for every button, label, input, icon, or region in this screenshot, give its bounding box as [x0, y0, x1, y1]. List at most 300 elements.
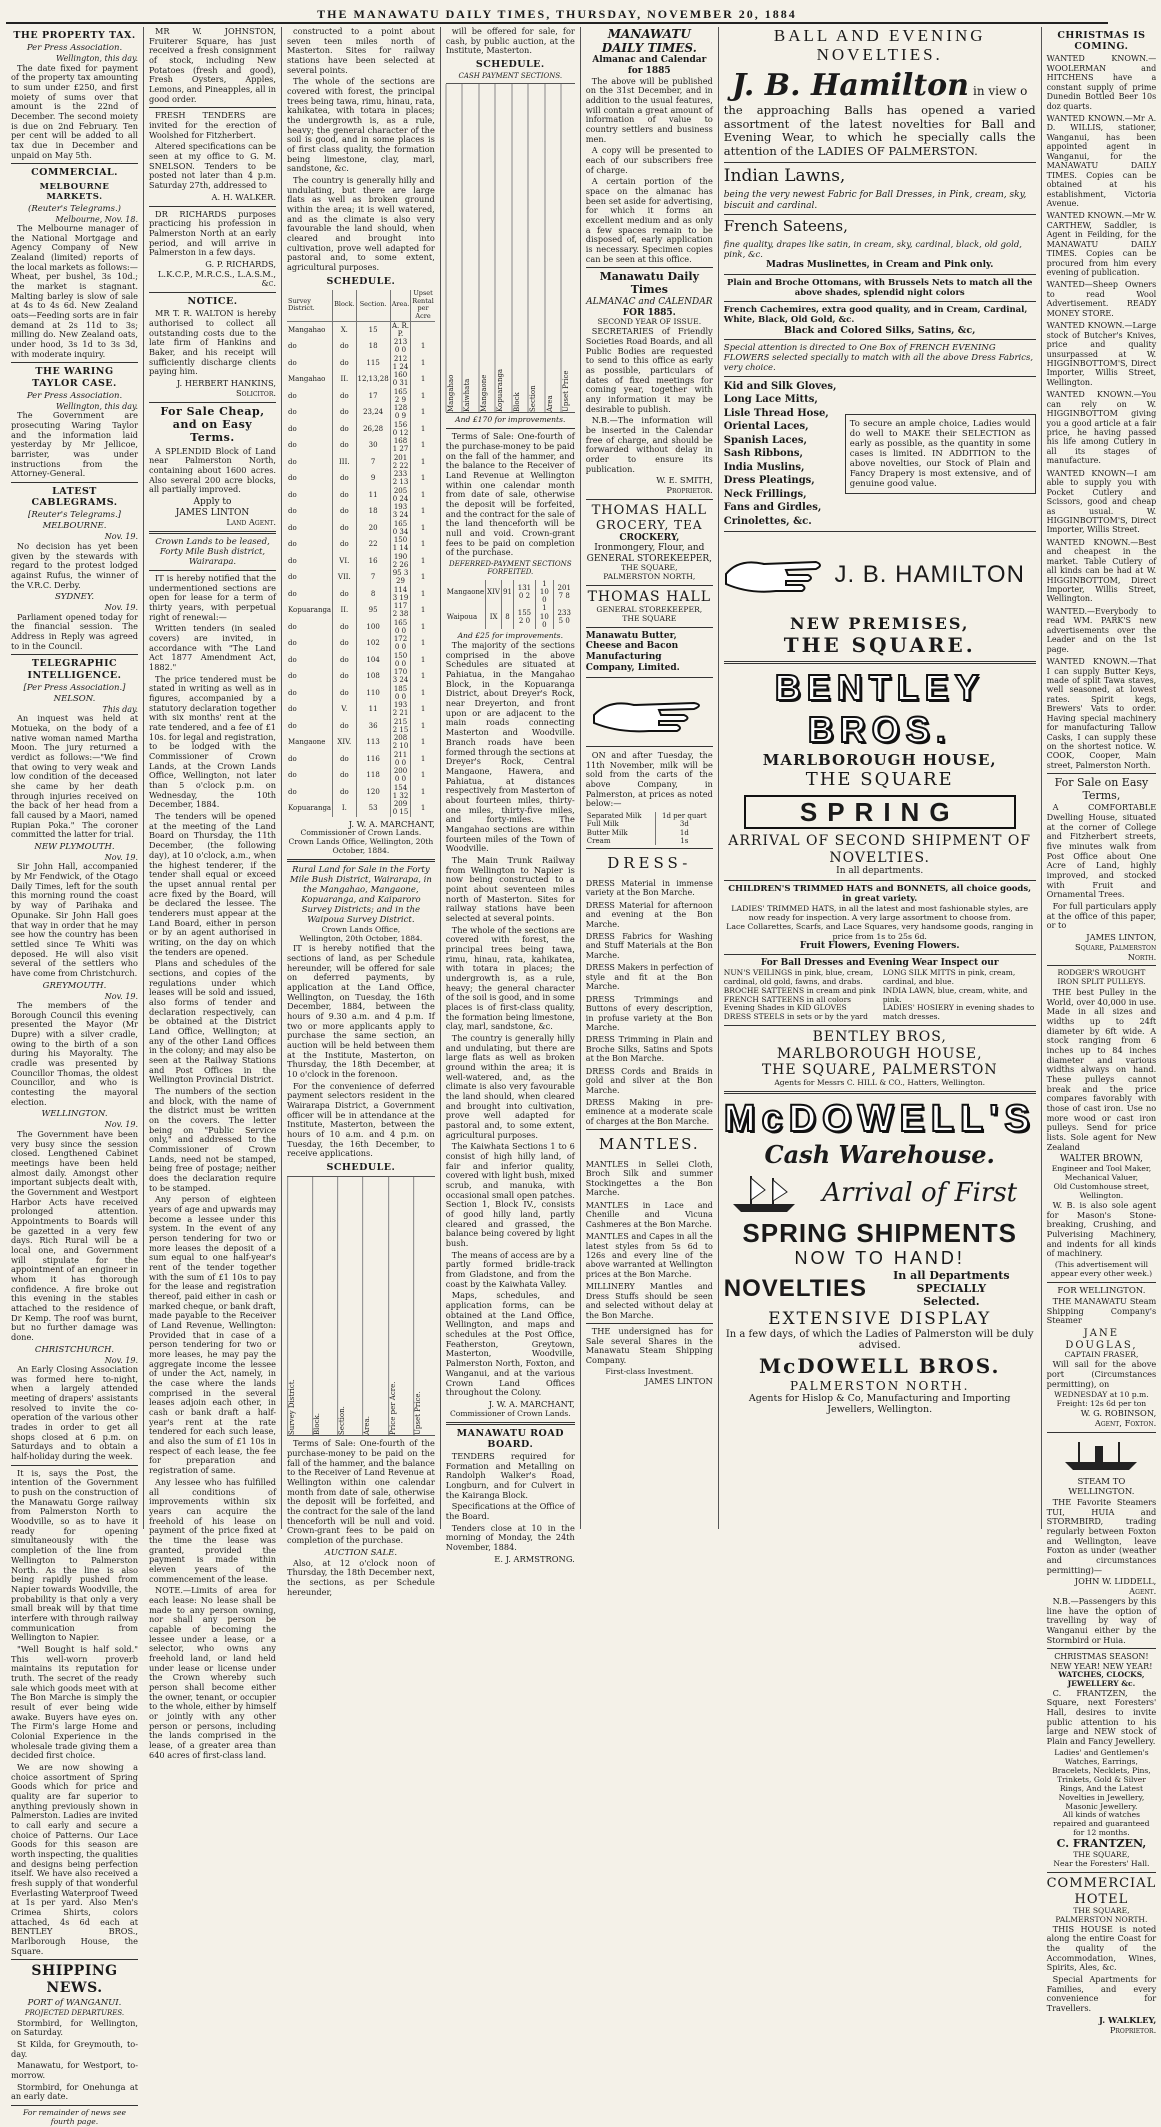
- table-cell: do: [333, 619, 356, 636]
- dress-item: DRESS Making in pre-eminence at a moderate scale of charges at the Bon Marche.: [585, 1098, 713, 1126]
- divider: [1047, 1648, 1157, 1649]
- column-1: [6, 27, 144, 2126]
- items-list: [724, 380, 839, 529]
- signature: W. G. ROBINSON,: [1080, 1408, 1157, 1419]
- wanted-item: WANTED KNOWN.—Mr W. CARTHEW, Saddler, is Agent in Feilding, for the MANAWATU DAILY TIMES. Copies can be procured from him every evening of publication.: [1046, 211, 1157, 278]
- table-cell: 20: [356, 520, 390, 537]
- signature: W. E. SMITH,: [656, 475, 713, 486]
- commercial-heading: COMMERCIAL.: [31, 167, 118, 179]
- table-cell: 150 1 14: [390, 536, 411, 553]
- signature-title: Solicitor.: [236, 387, 276, 398]
- article-body: constructed to a point about seven teen miles north of Masterton. Sites for railway stations have been selected at several points.: [287, 26, 435, 75]
- list-item: LONG SILK MITTS in pink, cream, cardinal, and blue.: [882, 968, 1016, 986]
- inspect-row: [724, 969, 1036, 1022]
- jb-inview: in view o: [972, 84, 1028, 99]
- list-item: DRESS STEELS in sets or by the yard: [723, 1012, 868, 1022]
- arrival: ARRIVAL OF SECOND SHIPMENT OF NOVELTIES.: [728, 833, 1032, 866]
- pointing-hand-icon: [724, 544, 824, 608]
- ship-item: Stormbird, for Wellington, on Saturday.: [11, 2017, 138, 2038]
- sateens-block: [724, 218, 1036, 260]
- table-row: [287, 652, 435, 669]
- watches: WATCHES, CLOCKS, JEWELLERY &c.: [1058, 1670, 1145, 1688]
- table-cell: Mangaone: [446, 587, 485, 596]
- steam-body: THE MANAWATU Steam Shipping Company's Steamer: [1046, 1295, 1157, 1326]
- arrival-first: Arrival of First: [822, 1178, 1018, 1209]
- signature-sub: Agent, Foxton.: [1094, 1418, 1157, 1429]
- table-cell: 155 2 0: [513, 604, 535, 629]
- table-cell: 1: [411, 503, 435, 520]
- signature-title: Proprietor.: [666, 485, 713, 496]
- table-cell: Mangahao: [288, 325, 326, 334]
- nb-body: N.B.—Passengers by this line have the option of travelling by way of Wanganui either by the Stormbird or Huia.: [1046, 1595, 1157, 1645]
- table-row: [287, 635, 435, 652]
- right-list: [883, 969, 1036, 1022]
- milk-price-table: [586, 812, 713, 845]
- hall2-line: THE SQUARE: [622, 613, 677, 623]
- dress-item: DRESS Trimmings and Buttons of every description, in profuse variety at the Bon Marche.: [585, 994, 713, 1032]
- table-cell: do: [333, 421, 356, 438]
- other-week: (This advertisement will appear every other week.): [1050, 1259, 1153, 1278]
- article-body: The whole of the sections are covered with forest, the principal trees being tawa, rimu, hinau, rata, kahikatea, with totara in places; the undergrowth is, as a rule, heavy; the general character of the soil is good, and in some places is of first class quality, the formation being limestone, clay, marl, sandstone, &c.: [287, 76, 435, 174]
- table-cell: 116: [356, 751, 390, 768]
- table-cell: 1: [411, 404, 435, 421]
- table-cell: do: [333, 767, 356, 784]
- column-7: [1042, 27, 1161, 2035]
- table-cell: X.: [333, 321, 356, 338]
- table-cell: do: [333, 338, 356, 355]
- table-cell: 170 3 24: [390, 668, 411, 685]
- wanted-list: [1047, 54, 1157, 770]
- table-cell: 1: [411, 388, 435, 405]
- schedule-col: Mangaone: [479, 84, 493, 412]
- captain: CAPTAIN FRASER,: [1064, 1350, 1139, 1360]
- table-cell: 1 10 0: [536, 580, 554, 605]
- table-cell: 102: [356, 635, 390, 652]
- notice-body: The majority of the sections comprised in the above Schedules are situated at Pahiatua, in the Mangahao Block, in the Kopuaranga District, about Dreyer's Rock, near Dreyerton, and front upon or are adjacent to the main roads connecting Masterton and Woodville. Branch roads have been formed through the sections at Dreyer's Rock, Central Mangaone, Hawera, and Pahiatua, at distances respectively from Masterton of about fourteen miles, thirty-one miles, thirty-five miles, and forty-miles. The Mangahao sections are within fourteen miles of the Town of Woodville.: [445, 640, 575, 854]
- divider: [1047, 773, 1157, 774]
- apply-to: Apply to: [193, 496, 232, 507]
- table-cell: do: [333, 520, 356, 537]
- mcdowell-bros: McDOWELL BROS.: [758, 1354, 1001, 1379]
- table-cell: 7: [356, 569, 390, 586]
- dwelling-body: A COMFORTABLE Dwelling House, situated at the corner of College and Fitzherbert streets, five minutes walk from Post Office about One Acre of Land, highly improved, and stocked with Fruit and Ornamental Trees.: [1046, 802, 1157, 900]
- christchurch-subhead: CHRISTCHURCH.: [34, 1344, 115, 1355]
- table-row: [287, 503, 435, 520]
- article-body: An Early Closing Association was formed here to-night, when a largely attended meeting of drapers' assistants resolved to invite the co-operation of the various other trades in order to get all shops closed at 6 p.m. on Saturdays and to obtain a half-holiday during the week.: [11, 1364, 138, 1462]
- columns: [6, 26, 1157, 2126]
- signature-sub: Square, Palmerston North.: [1075, 941, 1157, 962]
- hamilton-row: [724, 535, 1036, 615]
- table-row: [586, 812, 713, 820]
- article-body: The members of the Borough Council this evening presented the Mayor (Mr Dupre) with a silver cradle, owing to the birth of a son during his Mayoralty. The cradle was presented by Councillor Thomas, the oldest Councillor, and who is contesting the mayoral election.: [11, 999, 138, 1107]
- notice-body: Terms of Sale: One-fourth of the purchase-money to be paid on the fall of the hammer, and the balance to the Receiver of Land Revenue at Wellington within one calendar month from date of sale, otherwise the deposit will be forfeited, and the contract for the sale of the land thenceforth will be null and void. Crown-grant fees to be paid on completion of the purchase.: [287, 1438, 435, 1545]
- divider: [149, 206, 276, 207]
- for-wellington: FOR WELLINGTON.: [1057, 1285, 1146, 1296]
- jb-header: [724, 68, 1036, 103]
- table-cell: 1: [411, 371, 435, 388]
- notice-body: Plans and schedules of the sections, and copies of the regulations under which leases will be sold and issued, also forms of tender and declaration respectively, can be obtained at the District Land Office, Wellington; at any of the other Land Offices in the colony; and may also be seen at the Railway Stations and Post Offices in the Wellington Provincial District.: [149, 958, 276, 1085]
- frantzen-body: C. FRANTZEN, the Square, next Foresters' Hall, desires to invite public attention to his large and NEW stock of Plain and Fancy Jewellery.: [1046, 1687, 1157, 1747]
- divider: [724, 661, 1036, 664]
- childrens-hats: CHILDREN'S TRIMMED HATS and BONNETS, all choice goods, in great variety.: [728, 884, 1032, 905]
- table-row: [287, 404, 435, 421]
- table-cell: III.: [333, 454, 356, 471]
- walkley-sub: Proprietor.: [1109, 2024, 1157, 2035]
- notice-body: Tenders close at 10 in the morning of Monday, the 24th November, 1884.: [445, 1522, 575, 1553]
- notice-body: Written tenders (in sealed covers) are invited, in accordance with "The Land Act 1877 Amendment Act, 1882.": [149, 623, 276, 673]
- reuters-telegrams: [Reuter's Telegrams.]: [28, 510, 121, 521]
- wanted-item: WANTED KNOWN.—Mr A. D. WILLIS, stationer, Wanganui, has been appointed agent in Wanganui, for the MANAWATU DAILY TIMES. Copies can be obtained at his establishment, Victoria Avenue.: [1046, 114, 1157, 208]
- cash-warehouse: Cash Warehouse.: [764, 1140, 995, 1170]
- signature: J. W. A. MARCHANT,: [348, 818, 435, 829]
- table-cell: do: [288, 787, 297, 796]
- table-cell: 115: [356, 355, 390, 372]
- table-row: [287, 602, 435, 619]
- table-cell: 168 1 27: [390, 437, 411, 454]
- schedule-heading: SCHEDULE.: [326, 1162, 396, 1174]
- notice-body: The numbers of the section and block, with the name of the district must be written on the covers. The letter being on "Public Service only," and addressed to the Commissioner of Crown Lands, need not be stamped, being free of postage; neither does the declaration require to be stamped.: [149, 1085, 276, 1193]
- novelties-right: [867, 1270, 1036, 1309]
- notice-body: Also, at 12 o'clock noon of Thursday, the 18th December next, the sections, as per Schedule hereunder,: [287, 1557, 435, 1597]
- cachemires: French Cachemires, extra good quality, and in Cream, Cardinal, White, Black, Old Gold, &c.: [723, 304, 1028, 325]
- table-row: [287, 586, 435, 603]
- table-row: [287, 520, 435, 537]
- table-cell: 8: [356, 586, 390, 603]
- table-cell: 113: [356, 734, 390, 751]
- table-cell: do: [333, 503, 356, 520]
- divider: [724, 376, 1036, 377]
- melbourne-subhead: MELBOURNE.: [42, 521, 107, 532]
- wanted-item: WANTED KNOWN.—Best and cheapest in the market. Table Cutlery of all kinds can be had at W. HIGGINBOTTOM, Direct Importer, Willis Street, Wellington.: [1046, 537, 1157, 604]
- table-cell: 7: [356, 454, 390, 471]
- dress-item: DRESS Cords and Braids in gold and silver at the Bon Marche.: [585, 1066, 713, 1095]
- table-cell: do: [333, 487, 356, 504]
- list-item: NUN'S VEILINGS in pink, blue, cream, cardinal, old gold, fawns, and drabs.: [723, 968, 874, 986]
- shares-sub: First-class Investment.: [605, 1366, 694, 1376]
- list-item: Dress Pleatings,: [723, 475, 815, 487]
- table-cell: 1: [411, 569, 435, 586]
- table-cell: Kopuaranga: [288, 804, 332, 813]
- secure-text: To secure an ample choice, Ladies would do well to MAKE their SELECTION as early as possible, as the quantity in some cases is limited. IN ADDITION to the above novelties, our Stock of Plain and Fancy Drapery is most extensive, and of genuine good value.: [849, 419, 1031, 490]
- list-item: BROCHE SATTEENS in cream and pink: [723, 985, 876, 995]
- vertical-schedule: [446, 83, 575, 413]
- vertical-schedule: [287, 1176, 435, 1436]
- table-cell: do: [333, 586, 356, 603]
- table-header: Upset Rental per Acre: [412, 289, 434, 320]
- cash-payment-heading: CASH PAYMENT SECTIONS.: [458, 72, 563, 81]
- table-cell: 118: [356, 767, 390, 784]
- divider: [1047, 1872, 1157, 1873]
- shipping-news-heading: SHIPPING NEWS.: [31, 1963, 118, 1996]
- table-row: [287, 388, 435, 405]
- novelties: NOVELTIES: [723, 1274, 868, 1302]
- table-cell: 1: [411, 718, 435, 735]
- table-row: [287, 355, 435, 372]
- table-cell: II.: [333, 602, 356, 619]
- table-cell: 1: [411, 784, 435, 801]
- divider: [11, 2105, 138, 2106]
- dress-item: DRESS Material in immense variety at the Bon Marche.: [585, 878, 713, 898]
- table-cell: 1: [411, 586, 435, 603]
- table-cell: 108: [356, 668, 390, 685]
- divider: [1047, 1282, 1157, 1283]
- notice-body: The Kaiwhata Sections 1 to 6 consist of high hilly land, of fair and inferior quality, covered with light bush, mixed scrub, and manuka, with occasional small open patches. Section 1, Block IV., consists of good hilly land, partly cleared and grassed, the balance being covered by light bush.: [445, 1141, 575, 1249]
- table-header: Section.: [356, 290, 390, 321]
- wanted-item: WANTED KNOWN.—WOOLERMAN and HITCHENS have a constant supply of prime Dunedin Bottled Beer 10s doz quarts.: [1046, 54, 1157, 111]
- table-cell: 95: [356, 602, 390, 619]
- column-6: [719, 27, 1042, 1529]
- table-cell: IX: [486, 604, 502, 629]
- walter-address: Old Customhouse street, Wellington.: [1053, 1181, 1150, 1200]
- frantzen-sig: C. FRANTZEN,: [1056, 1837, 1147, 1851]
- table-cell: Mangahao: [288, 375, 326, 384]
- table-cell: 185 0 0: [390, 685, 411, 702]
- list-item: INDIA LAWN, blue, cream, white, and pink.: [882, 985, 1028, 1004]
- divider: [724, 214, 1036, 215]
- hall-line: Ironmongery, Flour, and: [594, 543, 705, 554]
- table-cell: 160 0 31: [390, 371, 411, 388]
- schedule-col: Kopuaranga: [495, 84, 509, 412]
- wellington-subhead: WELLINGTON.: [41, 1109, 108, 1120]
- table-cell: Butter Milk: [586, 828, 628, 837]
- table-row: [287, 321, 435, 338]
- table-cell: 212 1 24: [390, 355, 411, 372]
- palmerston-north: PALMERSTON NORTH.: [789, 1378, 970, 1393]
- marlborough-2: MARLBOROUGH HOUSE,: [776, 1045, 983, 1062]
- table-cell: 209 0 15: [390, 800, 411, 817]
- signature: J. W. A. MARCHANT,: [488, 1398, 575, 1409]
- table-row: [287, 371, 435, 388]
- greymouth-subhead: GREYMOUTH.: [42, 980, 107, 991]
- article-body: The date fixed for payment of the property tax amounting to sum under £250, and first moiety of sums over that amount is the 22nd of December. The second moiety is due on 2nd February. Ten per cent will be added to all tax due in December and unpaid on May 5th.: [11, 62, 138, 160]
- table-cell: 1: [411, 487, 435, 504]
- notice-body: NOTE.—Limits of area for each lease: No lease shall be made to any person owning, nor shall any person be capable of becoming the lessee under a lease, or a selector, who owns any freehold land, or land held under lease or license under the Crown whereby such person shall become either the owner, tenant, or occupier to the whole, either by himself or jointly with any other person or persons, including the lands comprised in the lease, of a greater area than 640 acres of first-class land.: [149, 1585, 276, 1760]
- table-cell: do: [288, 754, 297, 763]
- table-cell: do: [288, 622, 297, 631]
- table-row: [287, 734, 435, 751]
- table-row: [586, 820, 713, 828]
- spring-box: SPRING: [744, 795, 1016, 830]
- divider: [11, 163, 138, 164]
- deferred-table: [446, 580, 575, 630]
- almanac2-title: Manawatu Daily Times: [599, 270, 699, 297]
- melbourne-markets-heading: MELBOURNE MARKETS.: [39, 181, 110, 202]
- article-body: Parliament opened today for the financial session. The Address in Reply was agreed to in the Council.: [11, 611, 138, 651]
- table-cell: 22: [356, 536, 390, 553]
- table-cell: 18: [356, 503, 390, 520]
- jbh-big: J. B. HAMILTON: [834, 561, 1025, 589]
- wanted-item: WANTED—Sheep Owners to read Wool Advertisement. READY MONEY STORE.: [1046, 280, 1157, 318]
- signature: G. P. RICHARDS,: [205, 258, 276, 269]
- table-cell: 17: [356, 388, 390, 405]
- hall-line: GENERAL STOREKEEPER,: [586, 553, 712, 564]
- notice-body: The country is generally hilly and undulating, but there are large flats as well as broken ground within the area; it is well-watered, and, as the climate is also very favourable the land should, when cleared and brought into cultivation, prove well adapted for pastoral and, to some extent, agricultural purposes.: [445, 1032, 575, 1140]
- table-row: [287, 454, 435, 471]
- secure-box: [845, 414, 1036, 494]
- list-item: Fans and Girdles,: [723, 502, 822, 514]
- will-sail: Will sail for the above port (Circumstances permitting), on: [1046, 1359, 1157, 1389]
- dress-item: DRESS Trimming in Plain and Broche Silks, Satins and Spots at the Bon Marche.: [585, 1035, 713, 1064]
- table-cell: do: [288, 474, 297, 483]
- column-5: [581, 27, 719, 1529]
- wednesday: WEDNESDAY at 10 p.m.: [1054, 1390, 1149, 1400]
- dateline: Wellington, this day.: [56, 54, 138, 64]
- list-item: Kid and Silk Gloves,: [723, 380, 837, 392]
- table-cell: 201 2 22: [390, 454, 411, 471]
- table-cell: do: [288, 342, 297, 351]
- ball-dresses: For Ball Dresses and Evening Wear Inspect our: [760, 958, 999, 969]
- dateline: Nov. 19.: [104, 603, 138, 613]
- notice-body: The price tendered must be stated in writing as well as in figures, accompanied by a statutory declaration together with six months' rent at the rate tendered, and a fee of £1 10s. for legal and registration, to be lodged with the Commissioner of Crown Lands, at the Crown Lands Office, Wellington, not later than 5 o'clock p.m. on Wednesday, the 10th December, 1884.: [149, 673, 276, 810]
- almanac-subtitle: Almanac and Calendar for 1885: [592, 55, 707, 76]
- steam-to-wellington: STEAM TO WELLINGTON.: [1068, 1476, 1135, 1497]
- table-cell: A. R. P.: [391, 321, 409, 338]
- notice-body: IT is hereby notified that the undermentioned sections are open for lease for a term of thirty years, with perpetual right of renewal:—: [149, 573, 276, 622]
- almanac-body: SECRETARIES of Friendly Societies Road Boards, and all Public Bodies are requested to send to this office as early as possible, particulars of dates of fixed meetings for coming year, together with any information it may be desirable to publish.: [585, 326, 713, 414]
- dwelling-body: For full particulars apply at the office of this paper, or to: [1046, 901, 1157, 931]
- table-cell: do: [288, 655, 297, 664]
- divider: [586, 499, 713, 500]
- table-cell: 1: [411, 635, 435, 652]
- projected-departures: PROJECTED DEPARTURES.: [24, 2009, 125, 2018]
- table-row: [446, 604, 575, 629]
- remainder-note: For remainder of news see fourth page.: [23, 2108, 126, 2126]
- dress-heading: DRESS-: [607, 854, 692, 873]
- table-cell: 154 1 32: [390, 784, 411, 801]
- table-cell: do: [333, 437, 356, 454]
- table-row: [287, 421, 435, 438]
- notice-body: The Main Trunk Railway from Wellington to Napier is now being constructed to a point about seventeen miles north of Masterton. Sites for railway stations have been selected at several points.: [445, 854, 575, 923]
- wanted-item: WANTED KNOWN.—That I can supply Butter Keys, made of split Tawa staves, well seasoned, at lowest rates. Spirit kegs, Brewers' Vats to order. Having special machinery for manufacturing Tallow Casks, I can supply these on the shortest notice. W. COOK, Cooper, Main street, Palmerston North.: [1046, 657, 1157, 770]
- table-cell: 1: [411, 734, 435, 751]
- table-row: [287, 751, 435, 768]
- table-cell: 1: [411, 454, 435, 471]
- ball-heading: BALL AND EVENING NOVELTIES.: [773, 26, 986, 64]
- table-cell: do: [333, 685, 356, 702]
- dress-list: [586, 879, 713, 1127]
- mcdowell-big: McDOWELL'S: [723, 1097, 1036, 1140]
- table-cell: do: [288, 441, 297, 450]
- divider: [149, 107, 276, 108]
- hotel-body: THIS HOUSE is noted along the entire Coast for the quality of the Accommodation, Wines, Spirits, Ales, &c.: [1046, 1923, 1157, 1973]
- table-cell: 91: [501, 580, 513, 605]
- divider: [287, 859, 435, 862]
- table-caption: And £25 for improvements.: [457, 631, 563, 641]
- table-header: Block.: [333, 290, 356, 321]
- list-item: FRENCH SATTEENS in all colors: [723, 994, 852, 1004]
- table-cell: 1: [411, 470, 435, 487]
- table-cell: do: [288, 573, 297, 582]
- table-cell: 1: [411, 437, 435, 454]
- marlborough: MARLBOROUGH HOUSE,: [762, 750, 997, 769]
- divider: [586, 1323, 713, 1324]
- pointing-hand-icon: [586, 677, 713, 747]
- deferred-table-body: [446, 580, 575, 630]
- wanted-item: WANTED KNOWN.—You can rely on W. HIGGINBOTTOM giving you a good article at a fair price, he having passed his life among Cutlery in all its stages of manufacture.: [1046, 390, 1157, 466]
- table-cell: 1: [411, 536, 435, 553]
- butter-body: ON and after Tuesday, the 11th November, milk will be sold from the carts of the above Company, in Palmerston, at prices as noted below:—: [585, 750, 713, 809]
- table-cell: 1: [411, 619, 435, 636]
- walter-title: Engineer and Tool Maker, Mechanical Valuer,: [1051, 1164, 1152, 1183]
- hotel-sub: THE SQUARE, PALMERSTON NORTH.: [1055, 1905, 1148, 1924]
- notice-body: Maps, schedules, and application forms, can be obtained at the Land Office, Wellington, and maps and schedules at the Post Office, Featherston, Greytown, Masterton, Woodville, Palmerston North, Foxton, and Wanganui, and at the various Crown Land Offices throughout the Colony.: [445, 1290, 575, 1398]
- nelson-subhead: NELSON.: [53, 693, 96, 704]
- madras: Madras Muslinettes, in Cream and Pink only.: [766, 259, 994, 270]
- schedule-col: Upset Price.: [413, 1177, 435, 1435]
- property-tax-heading: THE PROPERTY TAX.: [13, 30, 136, 41]
- table-cell: do: [288, 556, 297, 565]
- almanac2-year: FOR 1885.: [622, 307, 676, 318]
- table-cell: 213 0 0: [390, 338, 411, 355]
- signature: JOHN W. LIDDELL,: [1074, 1576, 1157, 1587]
- divider: [586, 848, 713, 849]
- table-cell: VI.: [333, 553, 356, 570]
- jb-name: J. B. Hamilton: [731, 68, 969, 104]
- pulleys-body: THE best Pulley in the World, over 40,000 in use. Made in all sizes and widths up to 24ft diameter by 6ft wide. A stock ranging from 6 inches up to 84 inches diameter and various widths always on hand. These pulleys cannot break and the price compares favorably with those of cast iron. Use no more wood or cast iron pulleys. Send for price lists. Sole agent for New Zealand: [1046, 987, 1157, 1152]
- dress-item: DRESS Material for afternoon and evening at the Bon Marche.: [585, 900, 713, 929]
- table-cell: XIV: [486, 580, 502, 605]
- table-cell: do: [288, 540, 297, 549]
- christmas-heading: CHRISTMAS IS COMING.: [1057, 30, 1146, 53]
- list-item: Evening Shades in KID GLOVES: [723, 1003, 847, 1013]
- list-item: Oriental Laces,: [723, 421, 809, 433]
- list-item: India Muslins,: [723, 461, 805, 473]
- repaired: All kinds of watches repaired and guaranteed for 12 months.: [1053, 1810, 1150, 1838]
- lawns-title: Indian Lawns,: [723, 165, 846, 186]
- table-cell: 3d: [655, 820, 712, 828]
- notice-body: For the convenience of deferred payment selectors resident in the Wairarapa District, a Government officer will be in attendance at the Institute, Masterton, between the hours of 10 a.m. and 4 p.m. on Tuesday, the 16th December, to receive applications.: [287, 1080, 435, 1159]
- walkley: J. WALKLEY,: [1098, 2014, 1157, 2025]
- in-all-depts: In all Departments: [893, 1268, 1010, 1282]
- land-ad: A SPLENDID Block of Land near Palmerston North, containing about 1600 acres. Also several 200 acre blocks, all partially improved.: [149, 445, 276, 495]
- table-cell: do: [288, 490, 297, 499]
- sydney-subhead: SYDNEY.: [54, 592, 95, 603]
- table-cell: 1s: [655, 837, 712, 845]
- divider: [149, 570, 276, 571]
- arrival-row: [724, 1170, 1036, 1218]
- lawns-body: being the very newest Fabric for Ball Dresses, in Pink, cream, sky, biscuit and cardinal.: [723, 190, 1027, 211]
- dateline: Nov. 19.: [104, 1355, 138, 1365]
- hall-title: THOMAS HALL: [591, 503, 707, 519]
- milk-price-body: [586, 812, 713, 845]
- crown-lands-heading: Crown Lands to be leased, Forty Mile Bush district, Wairarapa.: [155, 536, 270, 567]
- table-cell: 11: [356, 487, 390, 504]
- divider: [724, 339, 1036, 340]
- table-header: Survey District.: [287, 290, 333, 321]
- ship-name: JANE DOUGLAS,: [1065, 1327, 1138, 1351]
- schedule-col: Area.: [362, 1177, 384, 1435]
- almanac2-subtitle: ALMANAC and CALENDAR: [586, 297, 713, 308]
- signature: A. H. WALKER.: [211, 191, 276, 202]
- auction-sale-heading: AUCTION SALE.: [324, 1547, 398, 1558]
- table-cell: do: [288, 771, 297, 780]
- table-cell: 1: [411, 338, 435, 355]
- table-caption: And £170 for improvements.: [455, 415, 566, 425]
- hall-line: GROCERY, TEA: [596, 518, 703, 533]
- special-attention: Special attention is directed to One Box of FRENCH EVENING FLOWERS selected specially to match with all the above Dress Fabrics, very choice.: [723, 342, 1034, 373]
- table-cell: [411, 321, 435, 338]
- table-cell: Waipoua: [446, 612, 478, 621]
- divider: [586, 627, 713, 628]
- table-cell: do: [288, 408, 297, 417]
- mantle-item: MANTLES in Lace and Chenille and Vicuna Cashmeres at the Bon Marche.: [585, 1200, 713, 1229]
- article-body: Sir John Hall, accompanied by Mr Fendwick, of the Otago Daily Times, left for the south this morning round the coast by way of Parihaka and Opunake. Sir John Hall goes that way in order that he may see how the country has been settled since Te Whiti was deposed. He will also visit several of the settlers who have come from Christchurch.: [11, 861, 138, 978]
- schedule-col: Mangahao: [446, 84, 460, 412]
- table-cell: 208 2 10: [390, 734, 411, 751]
- table-cell: 211 0 0: [390, 751, 411, 768]
- divider: [724, 1091, 1036, 1094]
- butter-heading: Manawatu Butter, Cheese and Bacon Manufacturing Company, Limited.: [585, 630, 680, 673]
